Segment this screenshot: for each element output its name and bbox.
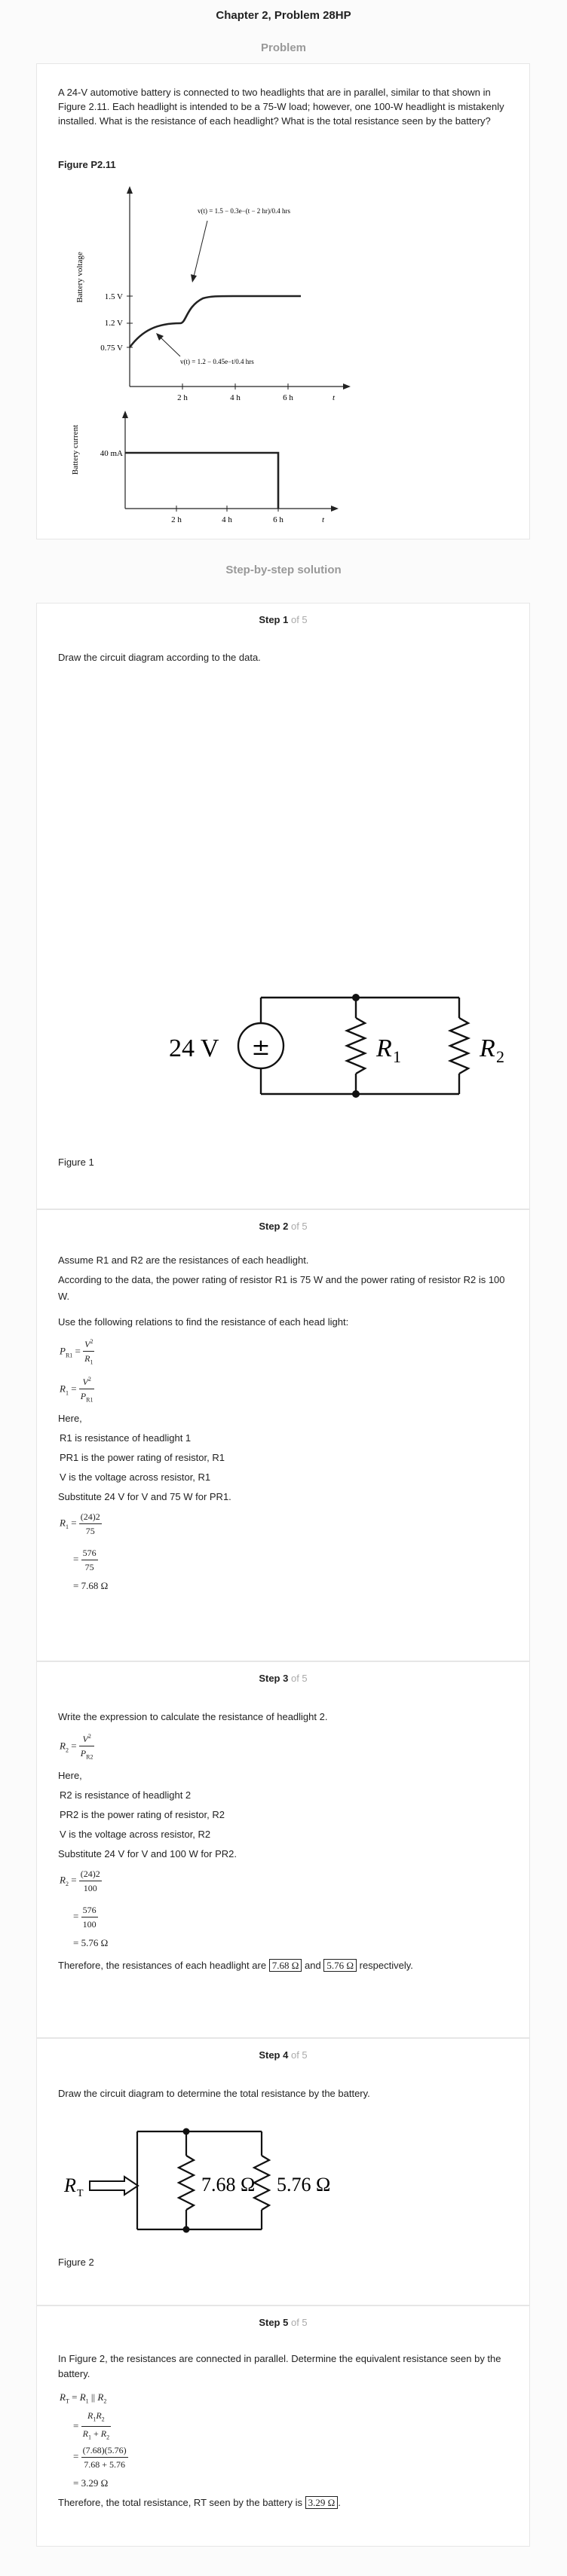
xlabel2-t: t (322, 515, 325, 524)
calc-r2-result: = 5.76 Ω (73, 1937, 109, 1948)
ytick-1-2: 1.2 V (104, 319, 123, 328)
xtick-2h: 2 h (177, 393, 188, 402)
step-2-rating: According to the data, the power rating of resistor R1 is 75 W and the power rating of resistor R2 is 100 W. (58, 1274, 505, 1302)
voltage-ylabel: Battery voltage (75, 252, 84, 303)
source-label: 24 V (169, 1034, 219, 1062)
page-title: Chapter 2, Problem 28HP (216, 9, 351, 22)
resistor-576 (254, 2156, 269, 2210)
figure-2-caption: Figure 2 (58, 2257, 94, 2268)
step-2-def-2: PR1 is the power rating of resistor, R1 (60, 1452, 225, 1463)
eq-upper: v(t) = 1.5 − 0.3e−(t − 2 hr)/0.4 hrs (198, 207, 291, 215)
ytick-40ma: 40 mA (100, 449, 123, 458)
step-2-def-1: R1 is resistance of headlight 1 (60, 1432, 192, 1444)
answer-r1: 7.68 Ω (269, 1959, 302, 1972)
calc-r1: $R_1$ = $\frac{(24)2}{75}$ (60, 1511, 100, 1536)
ytick-1-5: 1.5 V (104, 292, 123, 301)
step-5-text: In Figure 2, the resistances are connected in parallel. Determine the equivalent resistance seen by the battery. (58, 2353, 501, 2379)
answer-r2: 5.76 Ω (323, 1959, 357, 1972)
step-2-here: Here, (58, 1413, 82, 1424)
figure-label: Figure P2.11 (58, 159, 116, 170)
step-3-def-2: PR2 is the power rating of resistor, R2 (60, 1809, 225, 1820)
r1-sub: 1 (393, 1047, 401, 1066)
rt-sub: T (77, 2188, 84, 2199)
step-3-subst: Substitute 24 V for V and 100 W for PR2. (58, 1848, 238, 1859)
resistor-r1 (347, 1018, 365, 1074)
circuit-figure-2 (58, 2118, 360, 2238)
step-3-conclusion: Therefore, the resistances of each headlight are 7.68 Ω and 5.76 Ω respectively. (58, 1960, 413, 1971)
figure-1-caption: Figure 1 (58, 1157, 94, 1168)
rt-label: R (64, 2174, 76, 2196)
parallel-expanded: = $\frac{R_1R_2}{R_1 + R_2}$ (73, 2410, 110, 2441)
step-2-def-3: V is the voltage across resistor, R1 (60, 1471, 211, 1483)
circuit-figure-1 (161, 984, 508, 1105)
parallel-values: = $\frac{(7.68)(5.76)}{7.68 + 5.76}$ (73, 2445, 127, 2470)
calc-r1-result: = 7.68 Ω (73, 1580, 109, 1591)
formula-r2: $R_2$ = $\frac{V^2}{P_{R2}}$ (60, 1730, 94, 1764)
step-2-subst: Substitute 24 V for V and 75 W for PR1. (58, 1491, 231, 1502)
r-576-label: 5.76 Ω (277, 2174, 331, 2196)
calc-r2-step: = $\frac{576}{100}$ (73, 1905, 97, 1930)
step-3-def-3: V is the voltage across resistor, R2 (60, 1829, 211, 1840)
r2-label: R (480, 1034, 495, 1062)
step-1-card (36, 603, 530, 1209)
xtick-4h: 4 h (230, 393, 241, 402)
xtick2-4h: 4 h (222, 515, 232, 524)
step-1-header: Step 1 of 5 (259, 614, 308, 625)
step-2-assume: Assume R1 and R2 are the resistances of each headlight. (58, 1254, 309, 1266)
calc-r1-step: = $\frac{576}{75}$ (73, 1548, 97, 1572)
current-graph (60, 405, 354, 533)
xtick2-2h: 2 h (171, 515, 182, 524)
xtick-6h: 6 h (283, 393, 293, 402)
step-3-header: Step 3 of 5 (259, 1673, 308, 1684)
formula-r1: $R_1$ = $\frac{V^2}{P_{R1}}$ (60, 1373, 94, 1407)
problem-label: Problem (260, 41, 306, 54)
voltage-curve (130, 296, 301, 347)
step-2-relations: Use the following relations to find the resistance of each head light: (58, 1316, 349, 1328)
step-3-card (36, 1661, 530, 2038)
parallel-formula: $R_T = R_1$ || $R_2$ (60, 2391, 107, 2405)
step-4-card (36, 2038, 530, 2306)
answer-rt: 3.29 Ω (305, 2496, 339, 2509)
calc-r2: $R_2$ = $\frac{(24)2}{100}$ (60, 1869, 100, 1893)
plus-minus-icon: ± (251, 1034, 271, 1061)
eq-lower: v(t) = 1.2 − 0.45e−t/0.4 hrs (180, 358, 254, 365)
step-2-card (36, 1209, 530, 1661)
xlabel-t: t (333, 393, 336, 402)
formula-power: $P_{R1}$ = $\frac{V^2}{R_1}$ (60, 1335, 94, 1369)
solution-label: Step-by-step solution (225, 564, 342, 576)
step-1-text: Draw the circuit diagram according to the data. (58, 652, 261, 663)
current-curve (125, 453, 278, 509)
r-768-label: 7.68 Ω (201, 2174, 256, 2196)
arrow-icon (90, 2177, 138, 2195)
step-4-header: Step 4 of 5 (259, 2049, 308, 2061)
r2-sub: 2 (496, 1047, 504, 1066)
step-4-text: Draw the circuit diagram to determine the total resistance by the battery. (58, 2088, 370, 2099)
resistor-r2 (450, 1018, 468, 1074)
step-5-conclusion: Therefore, the total resistance, RT seen by the battery is 3.29 Ω . (58, 2497, 341, 2508)
resistor-768 (179, 2156, 194, 2210)
problem-text: A 24-V automotive battery is connected to two headlights that are in parallel, similar to that shown in Figure 2.11. Each headlight is intended to be a 75-W load; however, one 100-W headlight is mistakenly installed. What is the resistance of each headlight? What is the total resistance seen by the battery? (58, 87, 504, 127)
step-3-def-1: R2 is resistance of headlight 2 (60, 1789, 192, 1801)
xtick2-6h: 6 h (273, 515, 284, 524)
step-3-intro: Write the expression to calculate the resistance of headlight 2. (58, 1711, 328, 1722)
ytick-0-75: 0.75 V (100, 344, 123, 353)
problem-card (36, 63, 530, 539)
step-5-card (36, 2306, 530, 2547)
step-3-here: Here, (58, 1770, 82, 1781)
r1-label: R (376, 1034, 392, 1062)
step-2-header: Step 2 of 5 (259, 1221, 308, 1232)
current-ylabel: Battery current (71, 424, 80, 475)
parallel-result: = 3.29 Ω (73, 2477, 109, 2489)
voltage-graph (60, 176, 354, 402)
step-5-header: Step 5 of 5 (259, 2317, 308, 2328)
